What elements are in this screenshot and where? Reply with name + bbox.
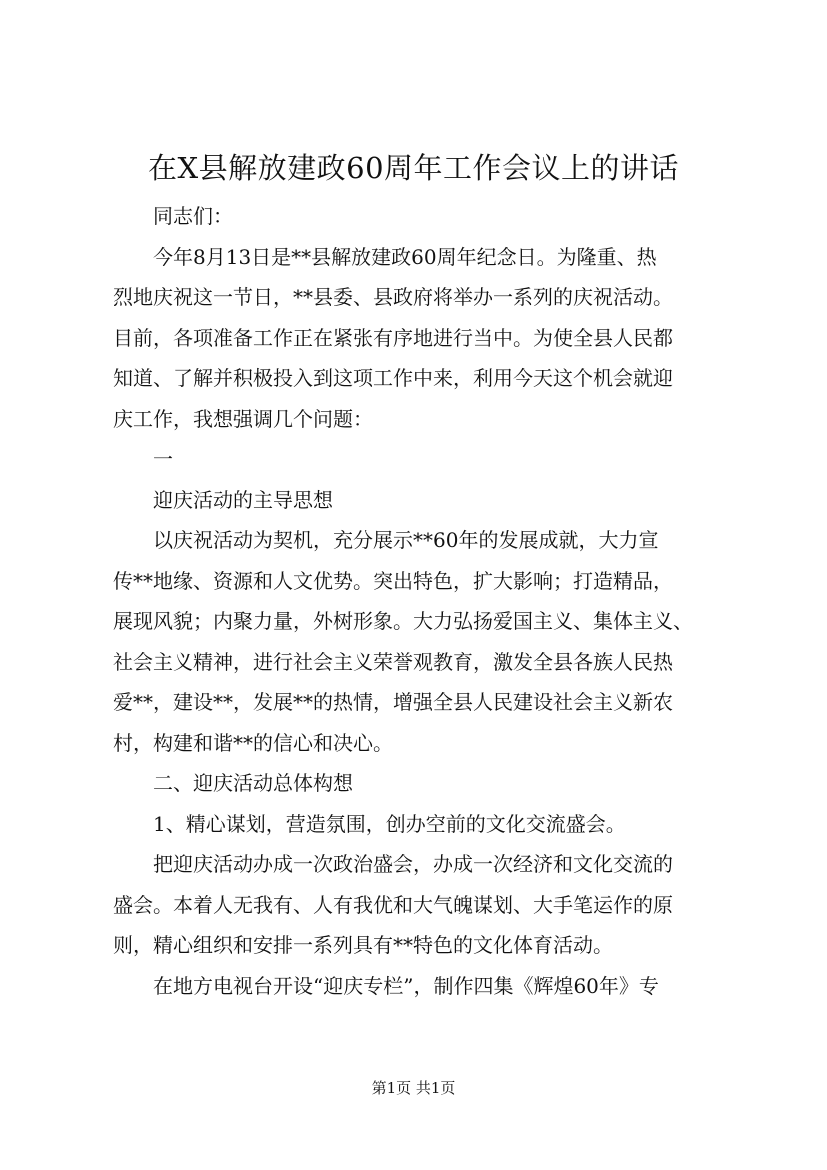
text-line: 以庆祝活动为契机，充分展示**60年的发展成就，大力宣	[153, 528, 659, 552]
text-line: 在地方电视台开设“迎庆专栏”，制作四集《辉煌60年》专	[153, 973, 659, 998]
text-line: 一	[153, 447, 173, 471]
text-line: 烈地庆祝这一节日，**县委、县政府将举办一系列的庆祝活动。	[113, 285, 673, 309]
text-line: 知道、了解并积极投入到这项工作中来，利用今天这个机会就迎	[113, 366, 673, 390]
text-line: 爱**，建设**，发展**的热情，增强全县人民建设社会主义新农	[113, 690, 673, 714]
text-line: 社会主义精神，进行社会主义荣誉观教育，激发全县各族人民热	[113, 649, 673, 674]
text-line: 盛会。本着人无我有、人有我优和大气魄谋划、大手笔运作的原	[113, 892, 673, 917]
text-line: 同志们：	[153, 204, 233, 228]
document-body	[113, 196, 723, 1006]
text-line: 庆工作，我想强调几个问题：	[113, 406, 373, 431]
text-line: 今年8月13日是**县解放建政60周年纪念日。为隆重、热	[153, 244, 657, 269]
text-line: 则，精心组织和安排一系列具有**特色的文化体育活动。	[113, 933, 613, 957]
text-line: 把迎庆活动办成一次政治盛会，办成一次经济和文化交流的	[153, 852, 673, 876]
document-title: 在X县解放建政60周年工作会议上的讲话	[147, 151, 680, 185]
text-line: 传**地缘、资源和人文优势。突出特色，扩大影响；打造精品，	[113, 568, 673, 593]
text-line: 村，构建和谐**的信心和决心。	[113, 730, 393, 755]
text-line: 二、迎庆活动总体构想	[153, 771, 353, 795]
text-line: 目前，各项准备工作正在紧张有序地进行当中。为使全县人民都	[113, 325, 673, 350]
text-line: 展现风貌；内聚力量，外树形象。大力弘扬爱国主义、集体主义、	[113, 609, 693, 633]
text-line: 1、精心谋划，营造氛围，创办空前的文化交流盛会。	[153, 811, 626, 836]
text-line: 迎庆活动的主导思想	[153, 487, 333, 512]
page-footer: 第1页 共1页	[371, 1079, 456, 1097]
